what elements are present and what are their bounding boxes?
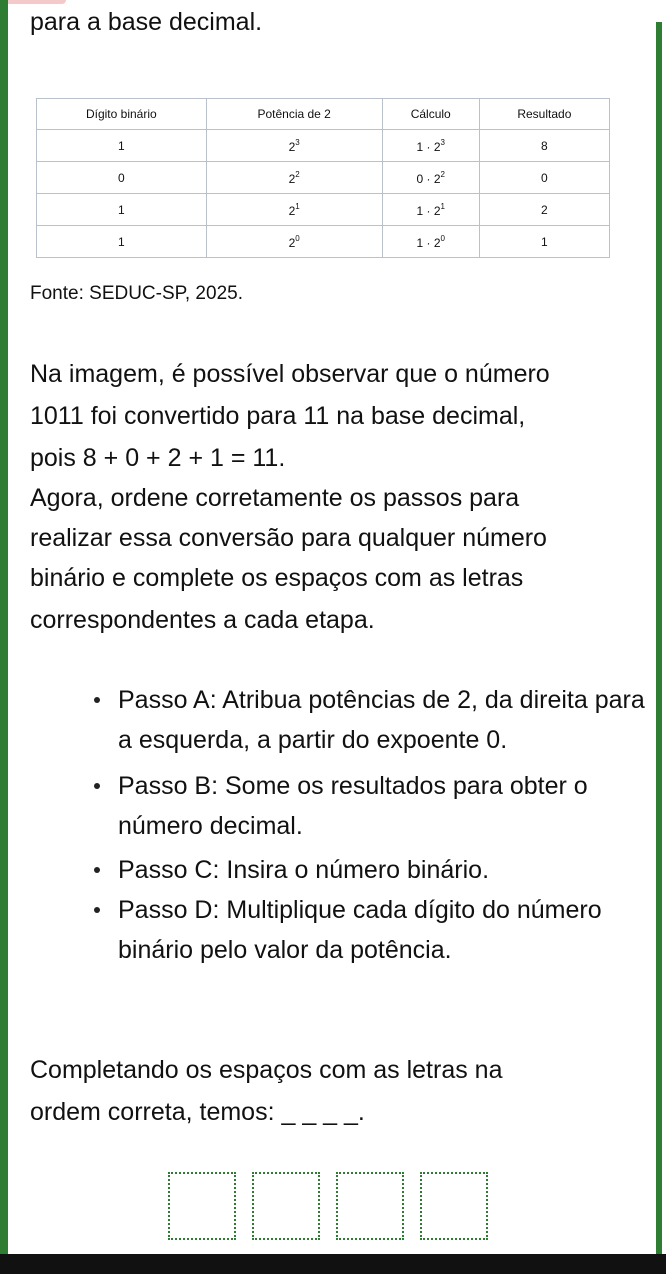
paragraph-line: correspondentes a cada etapa. bbox=[30, 606, 375, 634]
conversion-table bbox=[36, 98, 610, 258]
table-row bbox=[37, 226, 610, 258]
paragraph-line: pois 8 + 0 + 2 + 1 = 11. bbox=[30, 444, 286, 472]
completion-line: ordem correta, temos: _ _ _ _. bbox=[30, 1098, 365, 1126]
cell-result: 8 bbox=[479, 130, 609, 162]
paragraph-line: Agora, ordene corretamente os passos para bbox=[30, 484, 520, 512]
cell-power: $2^3$ bbox=[206, 130, 382, 162]
cell-power: $2^1$ bbox=[206, 194, 382, 226]
step-item-b: Passo B: Some os resultados para obter o número decimal. bbox=[108, 766, 648, 846]
header-power-of-two: Potência de 2 bbox=[206, 99, 382, 130]
answer-box-3[interactable] bbox=[336, 1172, 404, 1240]
cell-calculation: $1 \cdot 2^1$ bbox=[382, 194, 479, 226]
answer-box-2[interactable] bbox=[252, 1172, 320, 1240]
cell-power: $2^2$ bbox=[206, 162, 382, 194]
step-item-a: Passo A: Atribua potências de 2, da direita para a esquerda, a partir do expoente 0. bbox=[108, 680, 648, 760]
paragraph-line: binário e complete os espaços com as letras bbox=[30, 564, 524, 592]
table-row bbox=[37, 194, 610, 226]
step-item-c: Passo C: Insira o número binário. bbox=[108, 850, 648, 890]
answer-box-1[interactable] bbox=[168, 1172, 236, 1240]
cell-digit: 1 bbox=[37, 226, 207, 258]
cell-result: 1 bbox=[479, 226, 609, 258]
paragraph-line: 1011 foi convertido para 11 na base decimal, bbox=[30, 402, 526, 430]
cell-digit: 0 bbox=[37, 162, 207, 194]
cell-result: 2 bbox=[479, 194, 609, 226]
bottom-bar bbox=[0, 1254, 666, 1274]
table-row bbox=[37, 130, 610, 162]
header-calculation: Cálculo bbox=[382, 99, 479, 130]
paragraph-line: realizar essa conversão para qualquer número bbox=[30, 524, 547, 552]
cell-calculation: $0 \cdot 2^2$ bbox=[382, 162, 479, 194]
cell-digit: 1 bbox=[37, 194, 207, 226]
table-row bbox=[37, 162, 610, 194]
source-caption: Fonte: SEDUC-SP, 2025. bbox=[30, 283, 243, 304]
cell-digit: 1 bbox=[37, 130, 207, 162]
step-item-d: Passo D: Multiplique cada dígito do número binário pelo valor da potência. bbox=[108, 890, 648, 970]
cell-calculation: $1 \cdot 2^3$ bbox=[382, 130, 479, 162]
cell-calculation: $1 \cdot 2^0$ bbox=[382, 226, 479, 258]
conversion-table-wrapper bbox=[36, 98, 610, 256]
left-accent-rail bbox=[0, 0, 8, 1256]
answer-box-4[interactable] bbox=[420, 1172, 488, 1240]
paragraph-line: Na imagem, é possível observar que o número bbox=[30, 360, 550, 388]
header-result: Resultado bbox=[479, 99, 609, 130]
heading-fragment: para a base decimal. bbox=[30, 8, 263, 36]
steps-list bbox=[108, 680, 648, 970]
header-binary-digit: Dígito binário bbox=[37, 99, 207, 130]
cell-result: 0 bbox=[479, 162, 609, 194]
table-header-row bbox=[37, 99, 610, 130]
cell-power: $2^0$ bbox=[206, 226, 382, 258]
completion-line: Completando os espaços com as letras na bbox=[30, 1056, 503, 1084]
right-accent-rail bbox=[656, 22, 662, 1254]
